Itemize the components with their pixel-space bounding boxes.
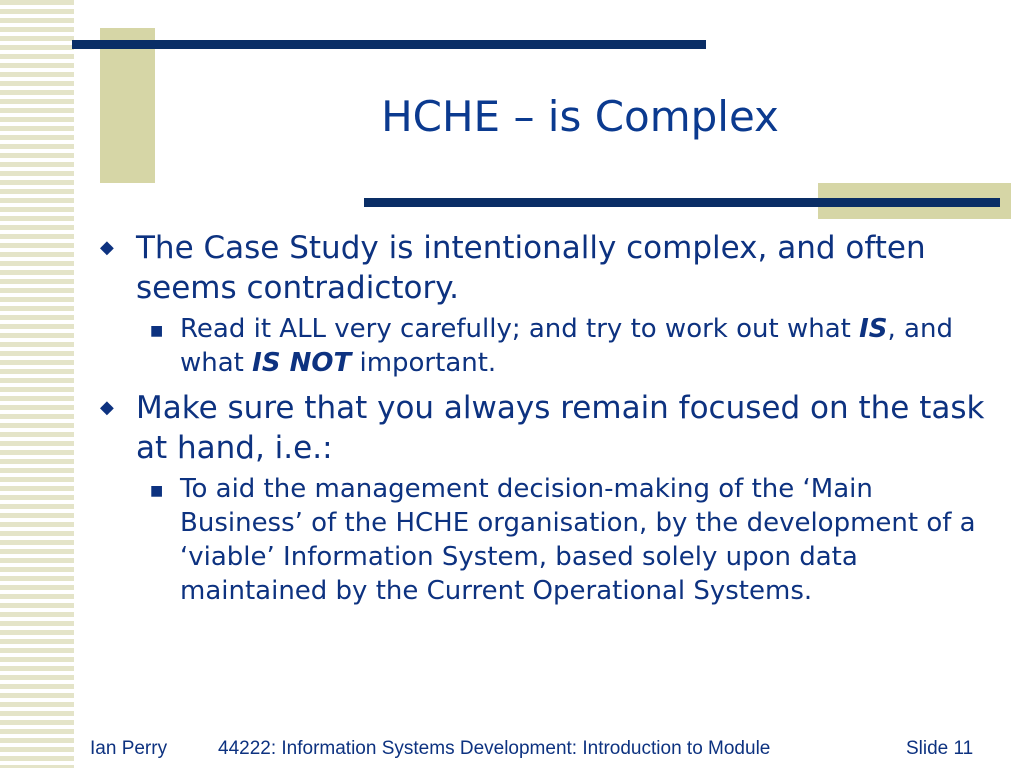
bullet-text: Make sure that you always remain focused on the task at hand, i.e.: [136, 390, 985, 466]
bullet-item [100, 228, 990, 308]
footer-module: 44222: Information Systems Development: Introduction to Module [218, 738, 771, 759]
title-rule-top [72, 40, 706, 49]
square-bullet-icon: ■ [150, 483, 164, 499]
slide-title: HCHE – is Complex [381, 92, 779, 141]
sub-bullet-text: To aid the management decision-making of the ‘Main Business’ of the HCHE organisation, by the development of a ‘viable’ Information System, based solely upon data maintained by the Current Operational Systems. [180, 474, 976, 606]
sub-bullet-item [100, 312, 990, 380]
sub-bullet-text-post: important. [351, 348, 497, 378]
footer-slide-number: Slide 11 [906, 738, 974, 759]
bullet-text: The Case Study is intentionally complex, and often seems contradictory. [136, 230, 926, 306]
emphasis-is-not: IS NOT [252, 348, 352, 378]
title-rule-bottom [364, 198, 1000, 207]
bullet-item [100, 388, 990, 468]
decorative-block-left [100, 28, 155, 183]
slide-body [100, 228, 990, 616]
sub-bullet-text-mid: , and what [180, 314, 953, 378]
square-bullet-icon: ■ [150, 323, 164, 339]
diamond-bullet-icon: ◆ [100, 397, 114, 418]
sub-bullet-item [100, 472, 990, 608]
decorative-stripes [0, 0, 74, 768]
sub-bullet-text-pre: Read it ALL very carefully; and try to work out what [180, 314, 860, 344]
diamond-bullet-icon: ◆ [100, 237, 114, 258]
footer-author: Ian Perry [90, 738, 168, 759]
emphasis-is: IS [859, 314, 888, 344]
